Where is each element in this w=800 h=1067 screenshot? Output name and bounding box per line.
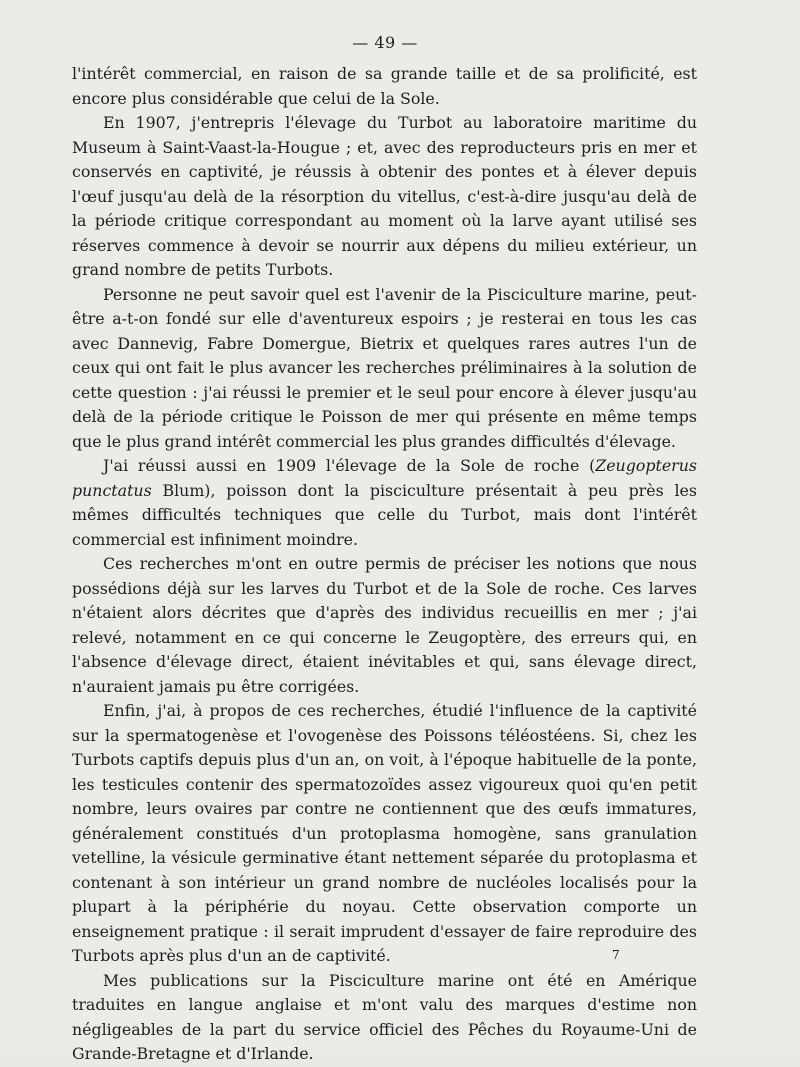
paragraph-text: Blum), poisson dont la pisciculture présentait à peu près les mêmes difficultés techniques que celle du Turbot, mais dont l'intérêt commercial est infiniment moindre. — [72, 480, 697, 549]
page-number: — 49 — — [352, 33, 418, 52]
signature-mark: 7 — [612, 948, 620, 962]
paragraph-text: J'ai réussi aussi en 1909 l'élevage de la Sole de roche ( — [103, 456, 596, 475]
paragraph-captivity-influence: Enfin, j'ai, à propos de ces recherches, étudié l'influence de la captivité sur la spermatogenèse et l'ovogenèse des Poissons téléostéens. Si, chez les Turbots captifs depuis plus d'un an, on voit, à l'époque habituelle de la ponte, les testicules contenir des spermatozoïdes assez vigoureux quoi qu'en petit nombre, leurs ovaires par contre ne contiennent que des œufs immatures, généralement constitués d'un protoplasma homogène, sans granulation vetelline, la vésicule germinative étant nettement séparée du protoplasma et contenant à son intérieur un grand nombre de nucléoles localisés pour la plupart à la périphérie du noyau. Cette observation comporte un enseignement pratique : il serait imprudent d'essayer de faire reproduire des Turbots après plus d'un an de captivité. — [72, 701, 697, 965]
paragraph-larvae-research: Ces recherches m'ont en outre permis de préciser les notions que nous possédions déjà sur les larves du Turbot et de la Sole de roche. Ces larves n'étaient alors décrites que d'après des individus recueillis en mer ; j'ai relevé, notamment en ce qui concerne le Zeugoptère, des erreurs qui, en l'absence d'élevage direct, étaient inévitables et qui, sans élevage direct, n'auraient jamais pu être corrigées. — [72, 554, 697, 696]
paragraph-turbot-1907: En 1907, j'entrepris l'élevage du Turbot au laboratoire maritime du Museum à Saint-Vaast-la-Hougue ; et, avec des reproducteurs pris en mer et conservés en captivité, je réussis à obtenir des pontes et à élever depuis l'œuf jusqu'au delà de la résorption du vitellus, c'est-à-dire jusqu'au delà de la période critique correspondant au moment où la larve ayant utilisé ses réserves commence à devoir se nourrir aux dépens du milieu extérieur, un grand nombre de petits Turbots. — [72, 113, 697, 279]
paragraph-pisciculture-future: Personne ne peut savoir quel est l'avenir de la Pisciculture marine, peut-être a-t-on fondé sur elle d'aventureux espoirs ; je resterai en tous les cas avec Dannevig, Fabre Domergue, Bietrix et quelques rares autres l'un de ceux qui ont fait le plus avancer les recherches préliminaires à la solution de cette question : j'ai réussi le premier et le seul pour encore à élever jusqu'au delà de la période critique le Poisson de mer qui présente en même temps que le plus grand intérêt commercial les plus grandes difficultés d'élevage. — [72, 284, 697, 451]
species-name: Zeugopterus punctatus — [72, 456, 697, 500]
paragraph-continuation: l'intérêt commercial, en raison de sa grande taille et de sa prolificité, est encore plus considérable que celui de la Sole. — [72, 64, 697, 108]
paragraph-sole-de-roche — [72, 454, 697, 552]
paragraph-publications: Mes publications sur la Pisciculture marine ont été en Amérique traduites en langue anglaise et m'ont valu des marques d'estime non négligeables de la part du service officiel des Pêches du Royaume-Uni de Grande-Bretagne et d'Irlande. — [72, 970, 697, 1063]
body-text — [72, 62, 697, 1067]
